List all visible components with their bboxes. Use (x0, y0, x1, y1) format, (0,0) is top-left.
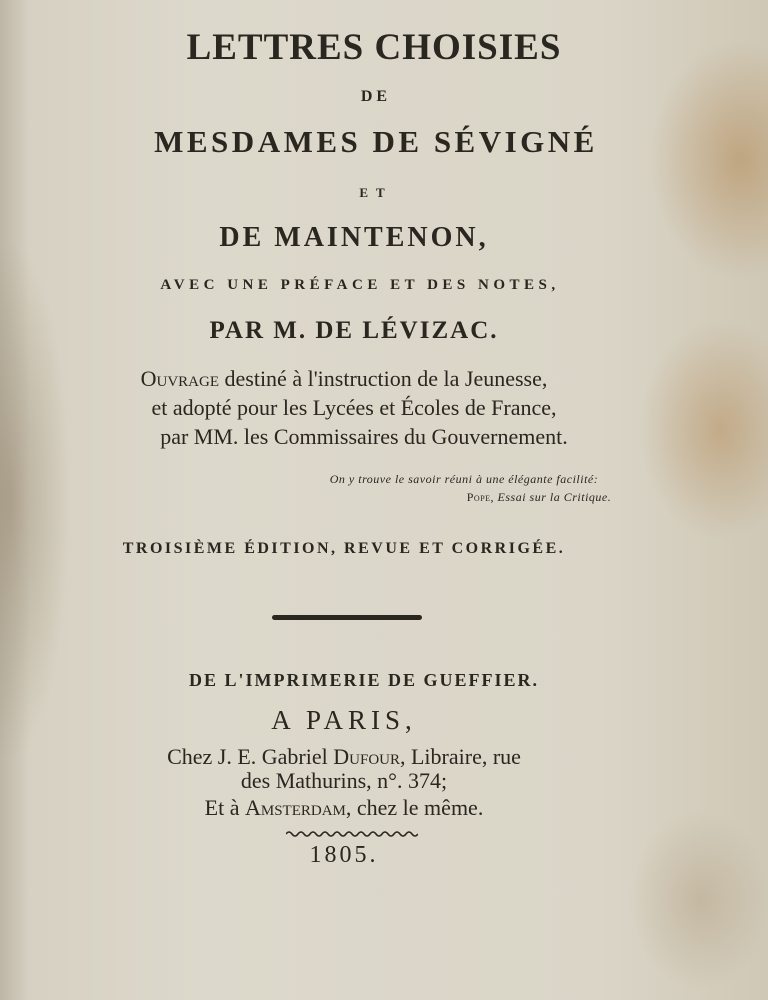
divider-rule (272, 615, 422, 620)
city-line: A PARIS, (271, 705, 417, 735)
publisher-line-1 (0, 744, 728, 770)
publisher-line-3-prefix: Et à (204, 795, 245, 820)
printer-line: DE L'IMPRIMERIE DE GUEFFIER. (188, 670, 540, 690)
title-connector-et: ET (359, 185, 393, 200)
publication-year: 1805. (309, 842, 379, 868)
title-line-1: LETTRES CHOISIES (186, 27, 562, 68)
title-line-3: DE MAINTENON, (219, 222, 489, 253)
epigraph-author: Pope (466, 490, 491, 504)
author-line: PAR M. DE LÉVIZAC. (209, 317, 499, 344)
edition-line: TROISIÈME ÉDITION, REVUE ET CORRIGÉE. (122, 540, 566, 557)
publisher-suffix: , Libraire, rue (399, 744, 521, 769)
publisher-line-2: des Mathurins, n°. 374; (240, 768, 448, 793)
description-smallcaps: Ouvrage (140, 366, 219, 391)
description-line-2: et adopté pour les Lycées et Écoles de France, (151, 395, 557, 420)
epigraph-attribution (155, 490, 768, 505)
title-connector-de: DE (360, 88, 392, 105)
publisher-city-amsterdam: Amsterdam (244, 795, 346, 820)
subtitle: AVEC UNE PRÉFACE ET DES NOTES, (160, 277, 560, 293)
publisher-line-3 (0, 795, 728, 821)
publisher-line-3-suffix: , chez le même. (345, 795, 484, 820)
publisher-name: Dufour (333, 744, 400, 769)
description-rest: destiné à l'instruction de la Jeunesse, (219, 366, 548, 391)
epigraph-source: , Essai sur la Critique. (490, 490, 612, 504)
publisher-prefix: Chez J. E. Gabriel (167, 744, 334, 769)
title-line-2: MESDAMES DE SÉVIGNÉ (154, 124, 598, 159)
description-line-3: par MM. les Commissaires du Gouvernement. (160, 424, 568, 449)
wavy-ornament (286, 830, 418, 838)
epigraph-quote: On y trouve le savoir réuni à une élégante facilité: (329, 472, 599, 486)
description-line-1 (0, 366, 728, 392)
